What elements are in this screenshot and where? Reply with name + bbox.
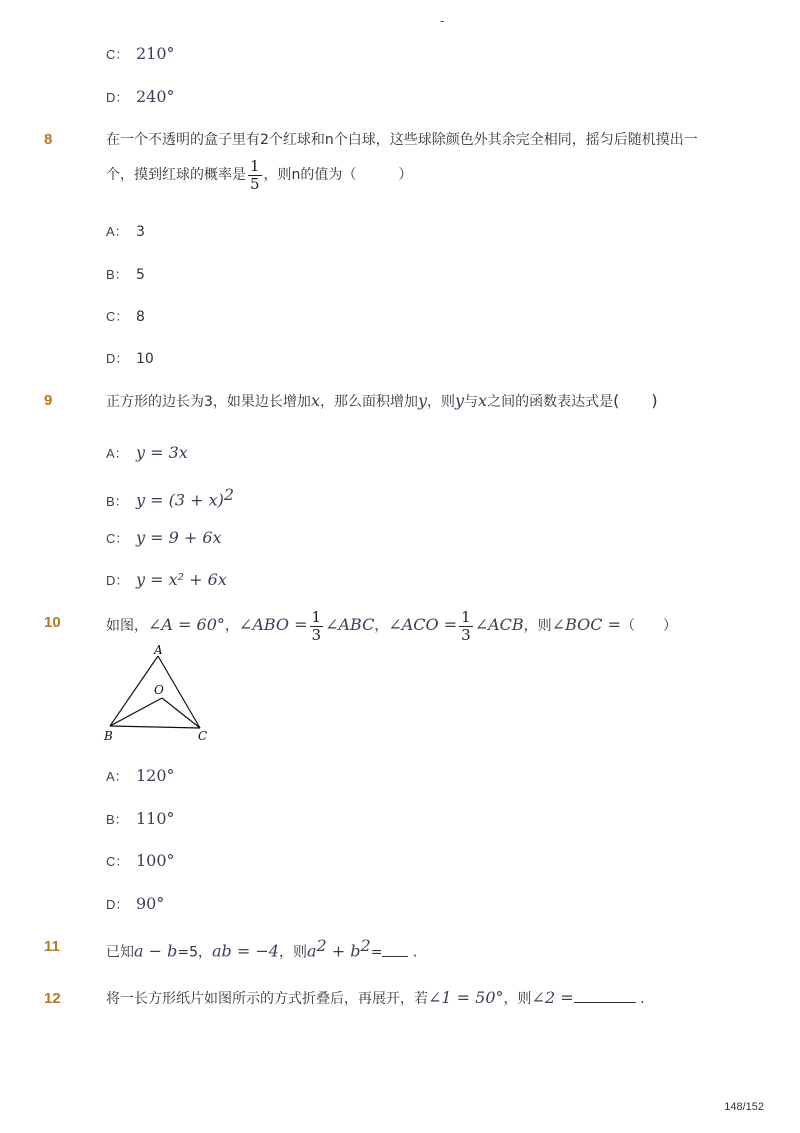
q9-text-part: 之间的函数表达式是	[487, 394, 614, 410]
option-label: D：	[106, 351, 129, 366]
side-bc	[110, 726, 200, 728]
q11-text-part: =	[370, 944, 383, 961]
q9-text-part: 与	[464, 394, 479, 410]
option-label: D：	[106, 573, 129, 588]
question-number-10: 10	[44, 614, 61, 631]
q11-math: a − b	[134, 941, 178, 961]
option-value: y = 9 + 6x	[136, 528, 222, 547]
q10-math: ∠ACO =	[388, 615, 458, 634]
q9-option-b[interactable]	[106, 485, 234, 510]
option-label: A：	[106, 769, 128, 784]
q9-text-part: 正方形的边长为3，如果边长增加	[106, 394, 311, 410]
q10-math: ∠BOC =	[551, 615, 621, 634]
page-number: 148/152	[724, 1101, 764, 1113]
q10-text	[106, 605, 677, 646]
option-label: B：	[106, 812, 128, 827]
option-label: A：	[106, 224, 128, 239]
option-value: y = 3x	[136, 443, 188, 462]
fraction-denominator: 3	[461, 625, 471, 644]
fraction-numerator: 1	[311, 607, 322, 626]
vertex-label-c: C	[198, 729, 208, 743]
q11-text-part: 已知	[106, 944, 134, 961]
q11-text	[106, 936, 417, 963]
q12-text-part: ，则	[503, 991, 532, 1007]
q10-text-part: ，	[374, 618, 389, 634]
option-value: 100°	[136, 851, 175, 870]
q11-exponent: 2	[360, 936, 371, 955]
q9-var-x: x	[478, 391, 488, 410]
q7-option-d[interactable]	[106, 87, 175, 106]
q9-var-x: x	[310, 391, 320, 410]
option-value: y = x² + 6x	[136, 570, 227, 589]
vertex-label-b: B	[104, 729, 113, 743]
q10-option-c[interactable]	[106, 851, 175, 870]
page-marker: -	[440, 14, 445, 28]
fraction-denominator: 3	[311, 625, 322, 644]
option-value: 240°	[136, 87, 175, 106]
q8-option-d[interactable]	[106, 348, 154, 367]
q12-text-part: 将一长方形纸片如图所示的方式折叠后，再展开，若	[106, 991, 428, 1007]
q8-option-a[interactable]	[106, 221, 145, 240]
q9-text-part: ，则	[427, 394, 455, 410]
q10-text-part: （ ）	[620, 618, 677, 634]
q9-text	[106, 391, 658, 412]
triangle-figure	[100, 642, 220, 746]
q9-option-c[interactable]	[106, 528, 222, 547]
fraction-numerator: 1	[461, 607, 471, 626]
vertex-label-a: A	[154, 643, 163, 657]
q7-option-c[interactable]	[106, 44, 175, 63]
q10-fraction-2	[459, 609, 473, 644]
q9-var-y: y	[455, 391, 465, 410]
q10-option-d[interactable]	[106, 894, 164, 913]
fraction-denominator: 5	[250, 174, 260, 193]
option-value: 10	[136, 351, 154, 367]
option-label: A：	[106, 446, 128, 461]
q10-text-part: ，	[224, 618, 239, 634]
q10-math: ∠ACB	[474, 615, 524, 634]
question-number-9: 9	[44, 392, 53, 409]
segment-bo	[110, 698, 162, 726]
q10-fraction-1	[310, 609, 324, 644]
q8-option-b[interactable]	[106, 264, 145, 283]
q8-option-c[interactable]	[106, 306, 145, 325]
option-label: C：	[106, 47, 129, 62]
side-ac	[158, 656, 200, 728]
option-label: C：	[106, 531, 129, 546]
option-value: 90°	[136, 894, 165, 913]
q8-text-line2	[106, 157, 412, 193]
q10-math: ∠ABC	[325, 615, 375, 634]
option-label: D：	[106, 897, 129, 912]
option-label: B：	[106, 267, 128, 282]
option-label: D：	[106, 90, 129, 105]
segment-co	[162, 698, 200, 728]
q9-text-part: ，那么面积增加	[319, 394, 418, 410]
q12-answer-blank[interactable]	[574, 988, 636, 1003]
option-value: 3	[136, 224, 145, 240]
fraction-numerator: 1	[250, 156, 260, 175]
q11-exponent: 2	[316, 936, 327, 955]
q10-math: ∠A = 60°	[148, 615, 225, 634]
q10-option-b[interactable]	[106, 809, 175, 828]
q11-text-part: .	[412, 944, 418, 961]
option-value: 110°	[136, 809, 175, 828]
q9-var-y: y	[417, 391, 427, 410]
q11-math: + b	[326, 941, 361, 961]
q9-option-d[interactable]	[106, 570, 227, 589]
q9-answer-paren: ( )	[613, 391, 658, 410]
q12-math: ∠1 = 50°	[428, 988, 504, 1007]
q10-text-part: ，则	[523, 618, 552, 634]
q11-answer-blank[interactable]	[382, 942, 408, 957]
option-label: C：	[106, 309, 129, 324]
question-number-12: 12	[44, 990, 61, 1007]
q11-text-part: ，则	[278, 944, 307, 961]
option-value: 8	[136, 309, 145, 325]
option-value: 120°	[136, 766, 175, 785]
question-number-8: 8	[44, 131, 53, 148]
option-value: 5	[136, 267, 145, 283]
vertex-label-o: O	[154, 683, 164, 697]
option-label: C：	[106, 854, 129, 869]
q8-fraction	[248, 158, 262, 193]
q10-option-a[interactable]	[106, 766, 175, 785]
q12-text-part: .	[640, 991, 645, 1007]
q8-text-line1: 在一个不透明的盒子里有2个红球和n个白球，这些球除颜色外其余完全相同，摇匀后随机摸出一	[106, 132, 698, 148]
side-ab	[110, 656, 158, 726]
option-exponent: 2	[223, 485, 235, 504]
q12-text	[106, 988, 645, 1009]
question-number-11: 11	[44, 938, 60, 955]
q9-option-a[interactable]	[106, 443, 188, 462]
option-label: B：	[106, 493, 128, 509]
q10-math: ∠ABO =	[238, 615, 308, 634]
q11-math: ab = −4	[212, 941, 279, 961]
q11-text-part: =5，	[177, 944, 212, 961]
q12-math: ∠2 =	[531, 988, 574, 1007]
q8-text-pre: 个，摸到红球的概率是	[106, 167, 246, 183]
q10-text-part: 如图，	[106, 618, 148, 634]
q11-math: a	[306, 941, 317, 961]
option-value: 210°	[136, 44, 175, 63]
option-value: y = (3 + x)	[136, 490, 224, 510]
q8-text-post: ，则n的值为（ ）	[263, 167, 413, 183]
